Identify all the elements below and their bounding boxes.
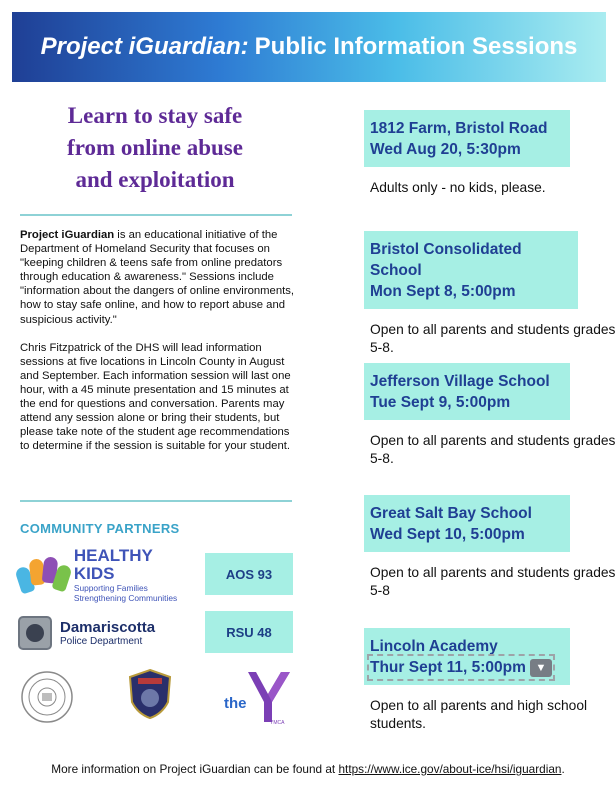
hands-icon	[18, 553, 70, 597]
event-card	[364, 231, 616, 357]
police-badge-icon	[18, 616, 52, 650]
tagline-line-1: Learn to stay safe	[67, 103, 243, 128]
event-card	[364, 110, 570, 197]
police-subtitle: Police Department	[60, 635, 143, 647]
event-card	[364, 363, 616, 468]
footer	[0, 762, 616, 776]
partners-heading: COMMUNITY PARTNERS	[20, 521, 180, 536]
damariscotta-police-logo	[18, 613, 188, 653]
tagline	[30, 100, 280, 196]
event-note: Adults only - no kids, please.	[370, 180, 546, 195]
police-title: Damariscotta	[60, 618, 156, 636]
intro-paragraph-1	[20, 228, 298, 327]
event-datetime: Wed Aug 20, 5:30pm	[370, 141, 521, 158]
tagline-line-2: from online abuse	[67, 135, 243, 160]
event-location: 1812 Farm, Bristol Road	[370, 120, 548, 137]
aos-93-badge: AOS 93	[205, 553, 293, 595]
event-note: Open to all parents and students grades 5-8.	[370, 322, 616, 355]
event-datetime: Mon Sept 8, 5:00pm	[370, 283, 516, 300]
intro-paragraph-1-text: is an educational initiative of the Department of Homeland Security that focuses on "keeping children & teens safe from online predators through education & awareness." Sessions include "information about the dangers of online environments, how to stay safe online, and how to report abuse and suspicious activity."	[20, 229, 295, 326]
event-note: Open to all parents and high school students.	[370, 698, 588, 731]
event-note: Open to all parents and students grades 5-8	[370, 565, 616, 598]
tagline-line-3: and exploitation	[75, 167, 235, 192]
healthy-kids-sub-1: Supporting Families	[73, 582, 148, 593]
lincoln-academy-seal-icon	[20, 670, 74, 724]
event-location: Bristol Consolidated School	[370, 241, 522, 279]
event-datetime: Wed Sept 10, 5:00pm	[370, 526, 525, 543]
event-card	[364, 628, 616, 733]
healthy-kids-title: HEALTHY KIDS	[73, 545, 153, 583]
intro-project-name: Project iGuardian	[20, 229, 115, 241]
header-banner	[12, 12, 606, 82]
healthy-kids-logo	[18, 545, 193, 603]
divider-top	[20, 214, 292, 216]
event-card	[364, 495, 616, 600]
event-datetime: Tue Sept 9, 5:00pm	[370, 394, 511, 411]
intro-paragraph-2: Chris Fitzpatrick of the DHS will lead information sessions at five locations in Lincoln County in August and September. Each information session will last one hour, with a 45 minute presentation and 15 minutes at the end for questions and conversation. Parents may attend any session alone or bring their students, but please take note of the student age recommendations to determine if the session is suitable for your student.	[20, 341, 291, 453]
banner-title-emphasis: Project iGuardian:	[40, 33, 249, 60]
divider-bottom	[20, 500, 292, 502]
sheriff-badge-icon	[126, 668, 174, 720]
event-note: Open to all parents and students grades 5-8.	[370, 433, 616, 466]
event-location: Great Salt Bay School	[370, 505, 532, 522]
intro-text	[20, 228, 298, 467]
banner-title: Public Information Sessions	[254, 33, 578, 60]
footer-text: More information on Project iGuardian can be found at	[51, 762, 339, 776]
ymca-logo	[218, 668, 298, 726]
event-datetime: Thur Sept 11, 5:00pm	[370, 659, 526, 676]
rsu-48-badge: RSU 48	[205, 611, 293, 653]
event-datetime-field[interactable]	[370, 657, 552, 678]
ymca-sub: YMCA	[270, 720, 285, 726]
chevron-down-icon[interactable]: ▼	[530, 659, 552, 677]
healthy-kids-sub-2: Strengthening Communities	[73, 592, 178, 603]
footer-end: .	[561, 762, 565, 776]
ymca-word: the	[224, 695, 247, 712]
event-location: Lincoln Academy	[370, 638, 498, 655]
footer-link[interactable]: https://www.ice.gov/about-ice/hsi/iguardian	[338, 762, 562, 776]
event-location: Jefferson Village School	[370, 373, 550, 390]
